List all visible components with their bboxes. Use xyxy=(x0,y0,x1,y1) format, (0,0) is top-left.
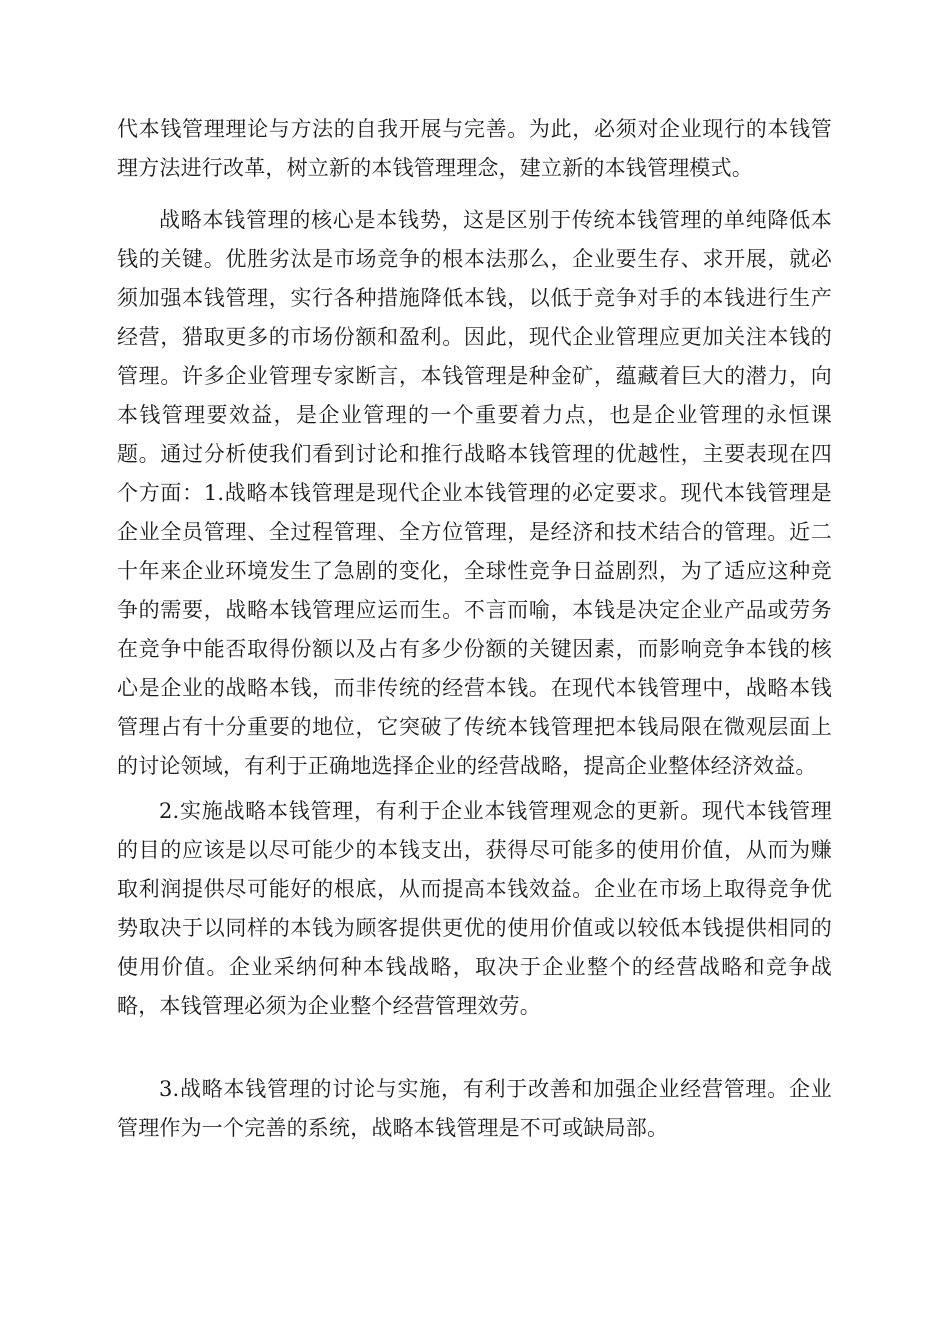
paragraph-text: 代本钱管理理论与方法的自我开展与完善。为此，必须对企业现行的本钱管理方法进行改革，树立新的本钱管理理念，建立新的本钱管理模式。 xyxy=(117,117,832,180)
paragraph-strategic-cost-core xyxy=(117,201,832,786)
paragraph-point-2 xyxy=(117,792,832,1026)
paragraph-point-3 xyxy=(117,1070,832,1148)
paragraph-text: 2.实施战略本钱管理，有利于企业本钱管理观念的更新。现代本钱管理的目的应该是以尽可能少的本钱支出，获得尽可能多的使用价值，从而为赚取利润提供尽可能好的根底，从而提高本钱效益。企业在市场上取得竞争优势取决于以同样的本钱为顾客提供更优的使用价值或以较低本钱提供相同的使用价值。企业采纳何种本钱战略，取决于企业整个的经营战略和竞争战略，本钱管理必须为企业整个经营管理效劳。 xyxy=(117,799,832,1018)
paragraph-text: 3.战略本钱管理的讨论与实施，有利于改善和加强企业经营管理。企业管理作为一个完善的系统，战略本钱管理是不可或缺局部。 xyxy=(117,1077,832,1140)
paragraph-continuation xyxy=(117,110,832,188)
paragraph-text: 战略本钱管理的核心是本钱势，这是区别于传统本钱管理的单纯降低本钱的关键。优胜劣汰是市场竞争的根本法那么，企业要生存、求开展，就必须加强本钱管理，实行各种措施降低本钱，以低于竞争对手的本钱进行生产经营，猎取更多的市场份额和盈利。因此，现代企业管理应更加关注本钱的管理。许多企业管理专家断言，本钱管理是种金矿，蕴藏着巨大的潜力，向本钱管理要效益，是企业管理的一个重要着力点，也是企业管理的永恒课题。通过分析使我们看到讨论和推行战略本钱管理的优越性，主要表现在四个方面：1.战略本钱管理是现代企业本钱管理的必定要求。现代本钱管理是企业全员管理、全过程管理、全方位管理，是经济和技术结合的管理。近二十年来企业环境发生了急剧的变化，全球性竞争日益剧烈，为了适应这种竞争的需要，战略本钱管理应运而生。不言而喻，本钱是决定企业产品或劳务在竞争中能否取得份额以及占有多少份额的关键因素，而影响竞争本钱的核心是企业的战略本钱，而非传统的经营本钱。在现代本钱管理中，战略本钱管理占有十分重要的地位，它突破了传统本钱管理把本钱局限在微观层面上的讨论领域，有利于正确地选择企业的经营战略，提高企业整体经济效益。 xyxy=(117,208,832,778)
